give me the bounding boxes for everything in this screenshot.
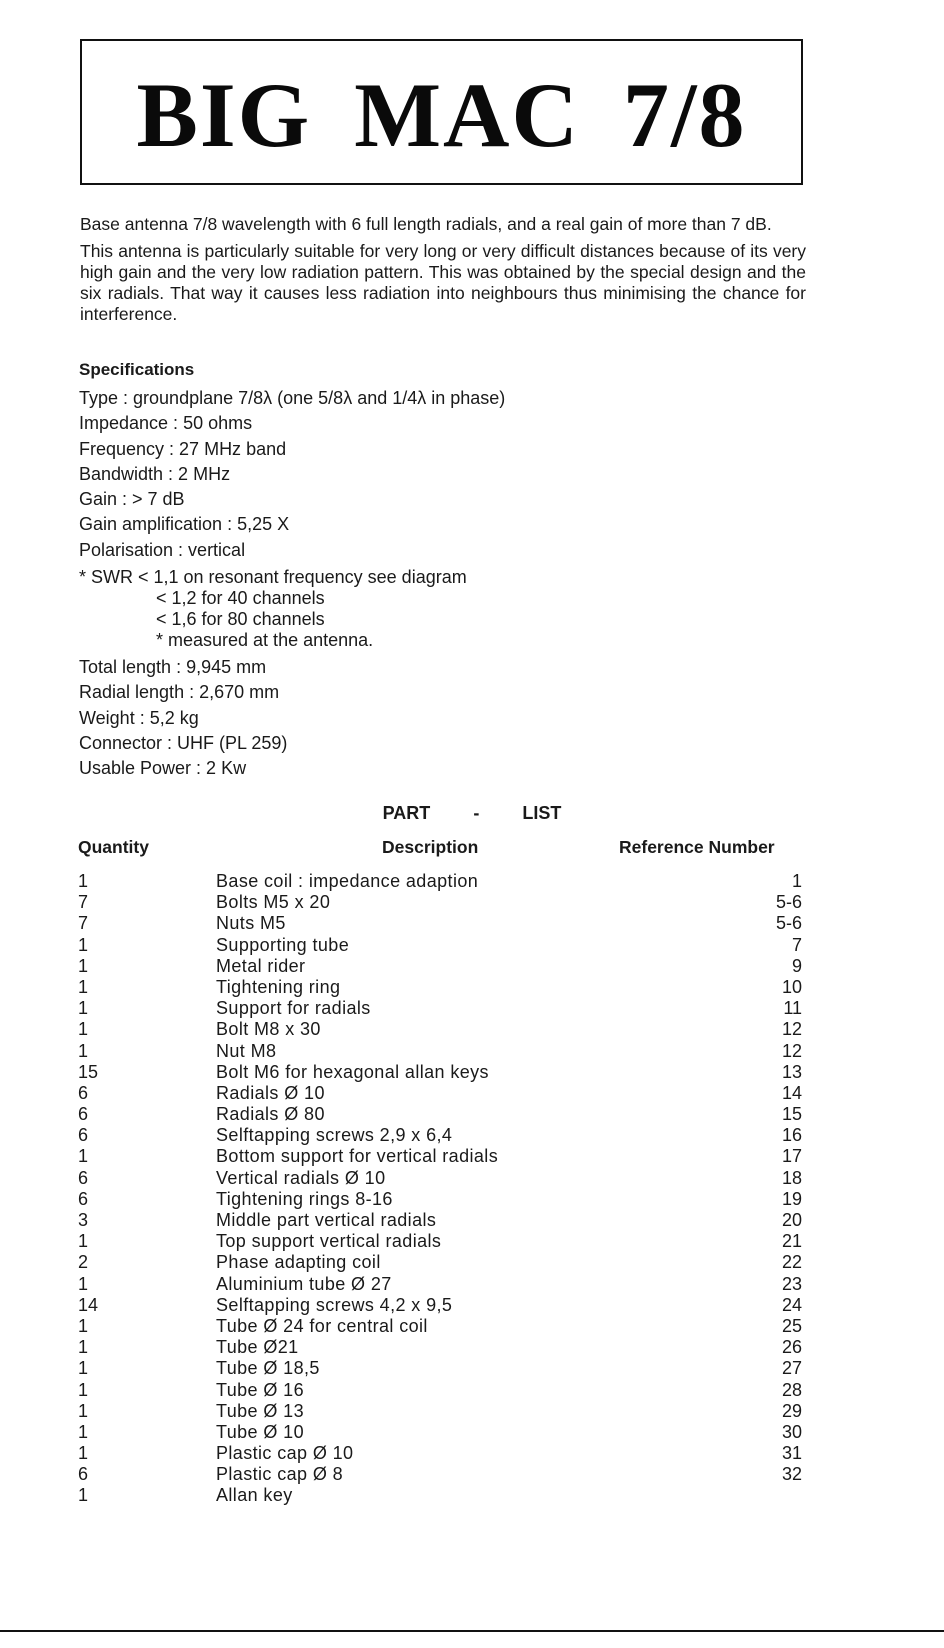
table-row: [78, 998, 802, 1019]
table-row: [78, 1295, 802, 1316]
specifications-section: [79, 358, 779, 782]
spec-type: Type : groundplane 7/8λ (one 5/8λ and 1/4λ in phase): [79, 388, 506, 408]
row-quantity: 7: [78, 892, 89, 913]
spec-connector: Connector : UHF (PL 259): [79, 732, 288, 753]
table-row: [78, 1252, 802, 1273]
row-quantity: 6: [78, 1167, 89, 1188]
header-description: Description: [382, 837, 479, 857]
row-reference: 28: [781, 1379, 802, 1400]
row-description: Aluminium tube Ø 27: [216, 1273, 392, 1294]
row-reference: 29: [781, 1400, 802, 1421]
row-description: Tube Ø21: [216, 1337, 299, 1358]
table-row: [78, 1189, 802, 1210]
table-row: [78, 1062, 802, 1083]
row-description: Top support vertical radials: [216, 1231, 442, 1252]
row-reference: 11: [783, 998, 802, 1019]
row-reference: 13: [781, 1061, 802, 1082]
row-quantity: 14: [78, 1294, 99, 1315]
table-row: [78, 1083, 802, 1104]
row-description: Allan key: [216, 1485, 293, 1506]
row-description: Selftapping screws 2,9 x 6,4: [216, 1125, 453, 1146]
row-reference: 21: [781, 1231, 802, 1252]
row-quantity: 7: [78, 913, 89, 934]
table-row: [78, 1443, 802, 1464]
row-quantity: 1: [78, 1040, 89, 1061]
row-reference: 19: [781, 1188, 802, 1209]
table-row: [78, 1485, 802, 1506]
spec-polarisation: Polarisation : vertical: [79, 539, 246, 560]
table-row: [78, 1168, 802, 1189]
row-quantity: 3: [78, 1210, 89, 1230]
row-reference: 7: [791, 934, 802, 955]
row-quantity: 1: [78, 1337, 89, 1358]
spec-weight: Weight : 5,2 kg: [79, 707, 199, 728]
row-description: Middle part vertical radials: [216, 1210, 437, 1230]
table-row: [78, 956, 802, 977]
spec-usable-power: Usable Power : 2 Kw: [79, 758, 247, 779]
row-description: Supporting tube: [216, 934, 350, 955]
bottom-rule: [0, 1630, 944, 1632]
row-quantity: 1: [78, 1146, 89, 1167]
row-description: Radials Ø 10: [216, 1082, 325, 1103]
row-reference: 1: [791, 871, 802, 891]
title-box: [80, 39, 803, 185]
row-description: Phase adapting coil: [216, 1252, 381, 1273]
row-quantity: 1: [78, 1273, 89, 1294]
spec-gain-amplification: Gain amplification : 5,25 X: [79, 514, 290, 535]
row-description: Base coil : impedance adaption: [216, 871, 479, 891]
parts-table: [78, 871, 802, 1507]
header-quantity: Quantity: [78, 837, 149, 857]
row-quantity: 2: [78, 1252, 89, 1273]
row-description: Nuts M5: [216, 913, 286, 934]
row-reference: 15: [781, 1104, 802, 1125]
table-row: [78, 935, 802, 956]
row-reference: 10: [781, 976, 802, 997]
swr-line: < 1,6 for 80 channels: [156, 609, 325, 630]
table-row: [78, 1422, 802, 1443]
row-quantity: 6: [78, 1104, 89, 1125]
table-row: [78, 1041, 802, 1062]
spec-total-length: Total length : 9,945 mm: [79, 657, 267, 678]
row-quantity: 6: [78, 1188, 89, 1209]
swr-note: * measured at the antenna.: [156, 630, 374, 651]
part-list-title-left: PART: [382, 803, 431, 823]
row-reference: 18: [781, 1167, 802, 1188]
row-reference: 14: [781, 1082, 802, 1103]
table-row: [78, 1401, 802, 1422]
row-reference: 24: [781, 1294, 802, 1315]
swr-block: [79, 567, 779, 651]
table-row: [78, 1125, 802, 1146]
table-row: [78, 913, 802, 934]
row-description: Tube Ø 10: [216, 1421, 304, 1442]
table-row: [78, 1464, 802, 1485]
document-title: BIG MAC 7/8: [136, 64, 747, 166]
row-quantity: 1: [78, 976, 89, 997]
spec-radial-length: Radial length : 2,670 mm: [79, 682, 280, 703]
row-reference: 27: [781, 1358, 802, 1379]
row-quantity: 6: [78, 1082, 89, 1103]
intro-paragraph: Base antenna 7/8 wavelength with 6 full length radials, and a real gain of more than 7 dB.: [80, 214, 772, 234]
row-quantity: 1: [78, 1231, 89, 1252]
row-description: Plastic cap Ø 10: [216, 1443, 354, 1464]
row-reference: 9: [791, 955, 802, 976]
spec-frequency: Frequency : 27 MHz band: [79, 438, 287, 459]
row-description: Tube Ø 18,5: [216, 1358, 320, 1379]
table-row: [78, 1146, 802, 1167]
table-row: [78, 1274, 802, 1295]
header-reference-number: Reference Number: [619, 837, 775, 857]
table-row: [78, 1316, 802, 1337]
row-quantity: 15: [78, 1061, 99, 1082]
row-reference: 26: [781, 1337, 802, 1358]
row-description: Tightening ring: [216, 976, 341, 997]
intro-section: [80, 214, 806, 331]
swr-line: < 1,2 for 40 channels: [156, 588, 325, 609]
part-list-title: [0, 803, 944, 824]
row-reference: 32: [781, 1464, 802, 1485]
row-description: Tube Ø 16: [216, 1379, 304, 1400]
row-description: Support for radials: [216, 998, 371, 1019]
table-row: [78, 892, 802, 913]
row-reference: 5-6: [775, 913, 802, 934]
row-reference: 17: [781, 1146, 802, 1167]
row-reference: 12: [781, 1019, 802, 1040]
row-description: Tube Ø 24 for central coil: [216, 1315, 428, 1336]
row-description: Vertical radials Ø 10: [216, 1167, 386, 1188]
row-description: Bolt M6 for hexagonal allan keys: [216, 1061, 489, 1082]
row-reference: 16: [781, 1125, 802, 1146]
row-quantity: 1: [78, 871, 89, 891]
row-quantity: 1: [78, 1400, 89, 1421]
table-row: [78, 1210, 802, 1231]
row-reference: 12: [781, 1040, 802, 1061]
row-quantity: 1: [78, 1485, 89, 1506]
row-reference: 5-6: [775, 892, 802, 913]
spec-bandwidth: Bandwidth : 2 MHz: [79, 463, 231, 484]
row-reference: 31: [781, 1443, 802, 1464]
row-quantity: 1: [78, 1019, 89, 1040]
spec-impedance: Impedance : 50 ohms: [79, 413, 253, 434]
row-reference: 22: [781, 1252, 802, 1273]
row-quantity: 6: [78, 1464, 89, 1485]
row-quantity: 1: [78, 1443, 89, 1464]
row-description: Nut M8: [216, 1040, 277, 1061]
row-reference: 30: [781, 1421, 802, 1442]
table-row: [78, 1380, 802, 1401]
row-description: Tube Ø 13: [216, 1400, 304, 1421]
swr-line: * SWR < 1,1 on resonant frequency see diagram: [79, 567, 467, 588]
row-quantity: 1: [78, 1421, 89, 1442]
intro-paragraph: This antenna is particularly suitable for very long or very difficult distances because of its very high gain and the very low radiation pattern. This was obtained by the special design and the six radials. That way it causes less radiation into neighbours thus minimising the chance for interference.: [80, 241, 806, 324]
spec-list-2: [79, 655, 779, 781]
row-quantity: 1: [78, 955, 89, 976]
table-row: [78, 871, 802, 892]
row-quantity: 6: [78, 1125, 89, 1146]
row-reference: 20: [781, 1210, 802, 1230]
table-row: [78, 1231, 802, 1252]
row-description: Tightening rings 8-16: [216, 1188, 393, 1209]
table-row: [78, 1358, 802, 1379]
table-row: [78, 1019, 802, 1040]
part-list-title-right: LIST: [522, 803, 562, 823]
table-row: [78, 977, 802, 998]
table-row: [78, 1337, 802, 1358]
part-list-title-separator: -: [473, 803, 480, 823]
row-reference: 25: [781, 1315, 802, 1336]
row-description: Metal rider: [216, 955, 306, 976]
row-description: Bolt M8 x 30: [216, 1019, 321, 1040]
row-quantity: 1: [78, 998, 89, 1019]
row-reference: 23: [781, 1273, 802, 1294]
row-quantity: 1: [78, 1315, 89, 1336]
row-description: Selftapping screws 4,2 x 9,5: [216, 1294, 453, 1315]
row-description: Plastic cap Ø 8: [216, 1464, 344, 1485]
specifications-heading: Specifications: [79, 360, 195, 379]
table-row: [78, 1104, 802, 1125]
row-description: Bolts M5 x 20: [216, 892, 331, 913]
spec-gain: Gain : > 7 dB: [79, 489, 185, 510]
spec-list: [79, 386, 779, 563]
row-description: Radials Ø 80: [216, 1104, 325, 1125]
row-quantity: 1: [78, 1379, 89, 1400]
row-quantity: 1: [78, 1358, 89, 1379]
row-quantity: 1: [78, 934, 89, 955]
row-description: Bottom support for vertical radials: [216, 1146, 499, 1167]
